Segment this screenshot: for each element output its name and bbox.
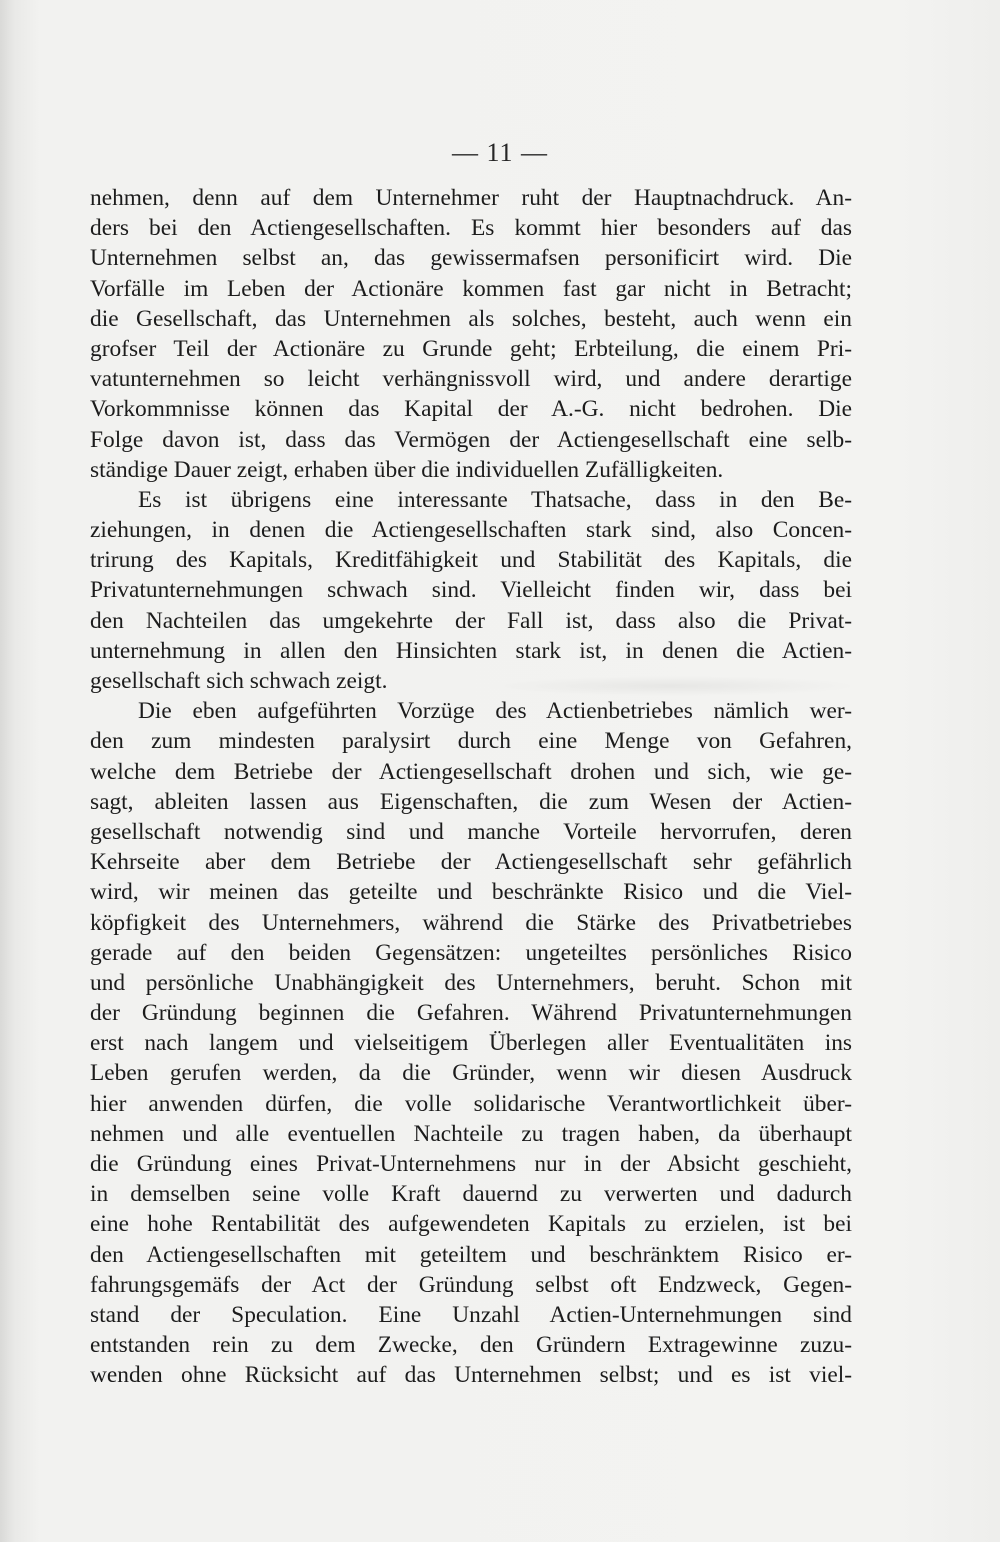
text-line: der Gründung beginnen die Gefahren. Während Privatunternehmungen — [90, 1000, 852, 1027]
text-line: welche dem Betriebe der Actiengesellschaft drohen und sich, wie ge- — [90, 758, 852, 785]
text-line: vatunternehmen so leicht verhängnissvoll wird, und andere derartige — [90, 366, 852, 393]
text-line: nehmen, denn auf dem Unternehmer ruht der Hauptnachdruck. An- — [90, 185, 852, 211]
text-line: Unternehmen selbst an, das gewissermafsen personificirt wird. Die — [90, 245, 852, 272]
text-line: ders bei den Actiengesellschaften. Es kommt hier besonders auf das — [90, 215, 852, 242]
text-line: eine hohe Rentabilität des aufgewendeten Kapitals zu erzielen, ist bei — [90, 1211, 852, 1238]
text-line: in demselben seine volle Kraft dauernd zu verwerten und dadurch — [90, 1181, 852, 1208]
text-line: sagt, ableiten lassen aus Eigenschaften, die zum Wesen der Actien- — [90, 788, 852, 815]
body-text — [90, 183, 852, 1391]
text-line: wenden ohne Rücksicht auf das Unternehmen selbst; und es ist viel- — [90, 1362, 852, 1389]
text-line: Die eben aufgeführten Vorzüge des Actienbetriebes nämlich wer- — [138, 698, 852, 725]
text-line: die Gesellschaft, das Unternehmen als solches, besteht, auch wenn ein — [90, 305, 852, 332]
text-line: fahrungsgemäfs der Act der Gründung selbst oft Endzweck, Gegen- — [90, 1271, 852, 1298]
page-number: — 11 — — [451, 138, 549, 167]
text-line: Privatunternehmungen schwach sind. Vielleicht finden wir, dass bei — [90, 577, 852, 604]
text-line: den Actiengesellschaften mit geteiltem und beschränktem Risico er- — [90, 1241, 852, 1268]
text-line: Kehrseite aber dem Betriebe der Actiengesellschaft sehr gefährlich — [90, 849, 852, 876]
text-line: den Nachteilen das umgekehrte der Fall ist, dass also die Privat- — [90, 607, 852, 634]
text-line: ständige Dauer zeigt, erhaben über die individuellen Zufälligkeiten. — [90, 456, 724, 483]
text-line: unternehmung in allen den Hinsichten stark ist, in denen die Actien- — [90, 637, 852, 664]
text-line: ziehungen, in denen die Actiengesellschaften stark sind, also Concen- — [90, 517, 852, 544]
text-line: erst nach langem und vielseitigem Überlegen aller Eventualitäten ins — [90, 1030, 852, 1057]
text-line: stand der Speculation. Eine Unzahl Actien-Unternehmungen sind — [90, 1301, 852, 1328]
text-line: hier anwenden dürfen, die volle solidarische Verantwortlichkeit über- — [90, 1090, 852, 1117]
text-line: Vorfälle im Leben der Actionäre kommen fast gar nicht in Betracht; — [90, 275, 852, 302]
text-line: und persönliche Unabhängigkeit des Unternehmers, beruht. Schon mit — [90, 969, 852, 996]
text-line: trirung des Kapitals, Kreditfähigkeit und Stabilität des Kapitals, die — [90, 547, 852, 574]
text-line: köpfigkeit des Unternehmers, während die Stärke des Privatbetriebes — [90, 909, 852, 936]
text-line: den zum mindesten paralysirt durch eine Menge von Gefahren, — [90, 728, 852, 755]
text-line: gerade auf den beiden Gegensätzen: ungeteiltes persönliches Risico — [90, 939, 852, 966]
text-line: die Gründung eines Privat-Unternehmens nur in der Absicht geschieht, — [90, 1151, 852, 1177]
text-line: gesellschaft notwendig sind und manche Vorteile hervorrufen, deren — [90, 818, 852, 845]
text-line: gesellschaft sich schwach zeigt. — [90, 668, 388, 694]
text-line: Es ist übrigens eine interessante Thatsache, dass in den Be- — [138, 486, 852, 513]
text-line: Vorkommnisse können das Kapital der A.-G. nicht bedrohen. Die — [90, 396, 852, 423]
text-line: nehmen und alle eventuellen Nachteile zu tragen haben, da überhaupt — [90, 1120, 852, 1147]
text-line: entstanden rein zu dem Zwecke, den Gründern Extragewinne zuzu- — [90, 1332, 852, 1359]
text-line: grofser Teil der Actionäre zu Grunde geht; Erbteilung, die einem Pri- — [90, 335, 852, 362]
text-line: wird, wir meinen das geteilte und beschränkte Risico und die Viel- — [90, 879, 852, 906]
text-line: Leben gerufen werden, da die Gründer, wenn wir diesen Ausdruck — [90, 1060, 852, 1087]
text-line: Folge davon ist, dass das Vermögen der Actiengesellschaft eine selb- — [90, 426, 852, 453]
